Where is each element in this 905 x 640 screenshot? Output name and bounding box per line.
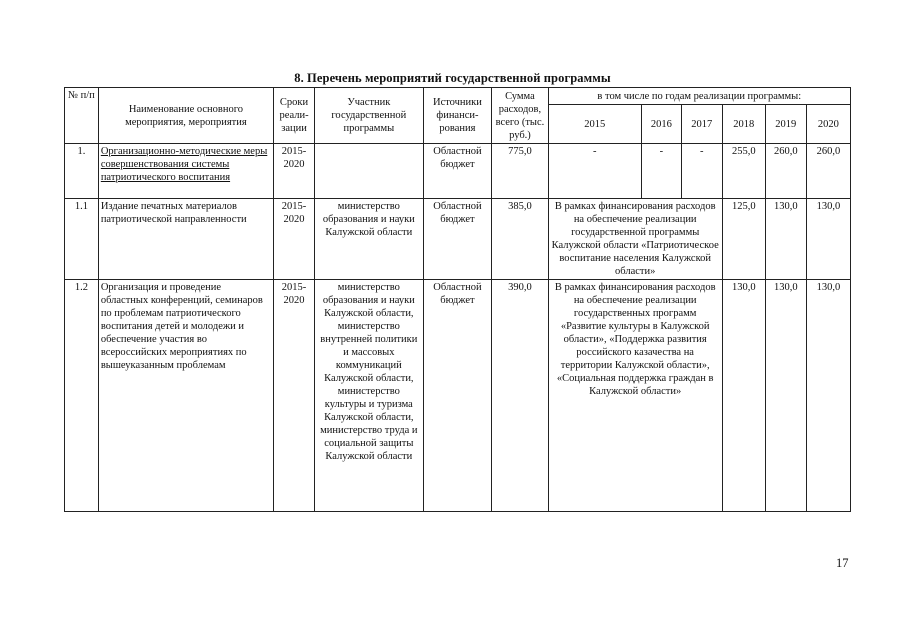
row-name: Организационно-методические меры совершенствования системы патриотического воспитания bbox=[100, 146, 268, 183]
row-name: Издание печатных материалов патриотической направленности bbox=[98, 199, 273, 280]
row-y2020: 130,0 bbox=[806, 280, 850, 512]
header-year-2017: 2017 bbox=[681, 105, 722, 144]
header-year-2019: 2019 bbox=[765, 105, 806, 144]
header-year-2018: 2018 bbox=[722, 105, 765, 144]
row-terms: 2015-2020 bbox=[274, 144, 315, 199]
header-years-group: в том числе по годам реализации программы: bbox=[548, 88, 850, 105]
row-y2018: 255,0 bbox=[722, 144, 765, 199]
row-source: Областной бюджет bbox=[423, 280, 492, 512]
header-name: Наименование основного мероприятия, мероприятия bbox=[98, 88, 273, 144]
header-year-2016: 2016 bbox=[641, 105, 681, 144]
row-participant: министерство образования и науки Калужской области bbox=[315, 199, 424, 280]
row-y2018: 130,0 bbox=[722, 280, 765, 512]
row-merged-note: В рамках финансирования расходов на обеспечение реализации государственной программы Калужской области «Патриотическое воспитание населения Калужской области» bbox=[548, 199, 722, 280]
header-sum: Сумма расходов, всего (тыс. руб.) bbox=[492, 88, 548, 144]
header-participant: Участник государственной программы bbox=[315, 88, 424, 144]
page-number: 17 bbox=[836, 556, 849, 570]
row-num: 1.1 bbox=[65, 199, 99, 280]
row-y2020: 130,0 bbox=[806, 199, 850, 280]
header-num: № п/п bbox=[65, 88, 99, 144]
page-title: 8. Перечень мероприятий государственной программы bbox=[294, 71, 611, 85]
row-y2017: - bbox=[681, 144, 722, 199]
program-table bbox=[64, 87, 851, 512]
header-terms: Сроки реали-зации bbox=[274, 88, 315, 144]
row-y2020: 260,0 bbox=[806, 144, 850, 199]
row-terms: 2015-2020 bbox=[274, 280, 315, 512]
table-row bbox=[65, 199, 851, 280]
row-y2019: 260,0 bbox=[765, 144, 806, 199]
row-source: Областной бюджет bbox=[423, 199, 492, 280]
header-year-2015: 2015 bbox=[548, 105, 641, 144]
row-y2019: 130,0 bbox=[765, 199, 806, 280]
row-y2018: 125,0 bbox=[722, 199, 765, 280]
row-participant: министерство образования и науки Калужской области, министерство внутренней политики и массовых коммуникаций Калужской области, министерство культуры и туризма Калужской области, министерство труда и социальной защиты Калужской области bbox=[315, 280, 424, 512]
row-num: 1.2 bbox=[65, 280, 99, 512]
header-sources: Источники финанси-рования bbox=[423, 88, 492, 144]
table-row bbox=[65, 144, 851, 199]
row-source: Областной бюджет bbox=[423, 144, 492, 199]
row-merged-note: В рамках финансирования расходов на обеспечение реализации государственных программ «Развитие культуры в Калужской области», «Поддержка развития российского казачества на территории Калужской области», «Социальная поддержка граждан в Калужской области» bbox=[548, 280, 722, 512]
header-year-2020: 2020 bbox=[806, 105, 850, 144]
row-sum: 385,0 bbox=[492, 199, 548, 280]
table-row bbox=[65, 280, 851, 512]
row-name: Организация и проведение областных конференций, семинаров по проблемам патриотического воспитания детей и молодежи и обеспечение участия во всероссийских мероприятиях по вышеуказанным проблемам bbox=[98, 280, 273, 512]
row-sum: 775,0 bbox=[492, 144, 548, 199]
row-y2015: - bbox=[548, 144, 641, 199]
row-participant bbox=[315, 144, 424, 199]
row-sum: 390,0 bbox=[492, 280, 548, 512]
row-y2019: 130,0 bbox=[765, 280, 806, 512]
row-y2016: - bbox=[641, 144, 681, 199]
row-num: 1. bbox=[65, 144, 99, 199]
row-terms: 2015-2020 bbox=[274, 199, 315, 280]
